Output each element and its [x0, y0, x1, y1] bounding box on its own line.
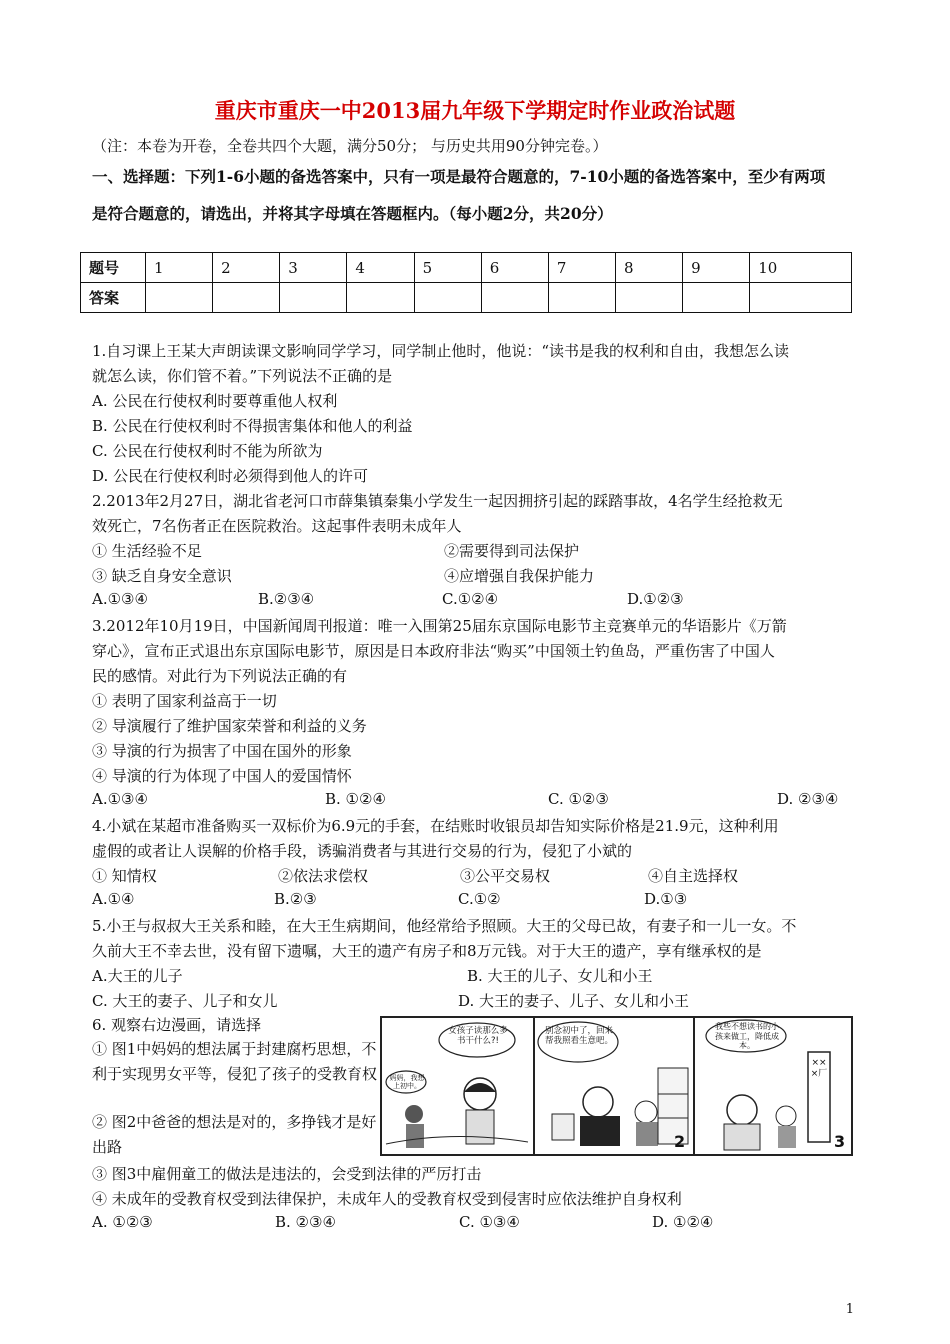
- q3-option-a: A.①③④: [92, 790, 148, 808]
- question-number-cell: 7: [548, 253, 615, 283]
- q2-option-c: C.①②④: [442, 590, 499, 608]
- answer-cell[interactable]: [683, 283, 750, 313]
- q4-statement-2: ②依法求偿权: [278, 867, 369, 885]
- q1-stem-line-1: 1.自习课上王某大声朗读课文影响同学学习，同学制止他时，他说：“读书是我的权利和自由，我想怎么读: [92, 342, 789, 360]
- answer-table-header-number: 题号: [81, 253, 146, 283]
- q4-statement-3: ③公平交易权: [460, 867, 551, 885]
- q4-option-b: B.②③: [274, 890, 317, 908]
- answer-cell[interactable]: [347, 283, 414, 313]
- q2-option-b: B.②③④: [258, 590, 315, 608]
- q3-statement-2: ② 导演履行了维护国家荣誉和利益的义务: [92, 717, 367, 735]
- q6-option-d: D. ①②④: [652, 1213, 714, 1231]
- q5-stem-line-1: 5.小王与叔叔大王关系和睦，在大王生病期间，他经常给予照顾。大王的父母已故，有妻子和一儿一女。不: [92, 917, 797, 935]
- question-number-cell: 9: [683, 253, 750, 283]
- q4-option-d: D.①③: [644, 890, 688, 908]
- question-number-cell: 6: [481, 253, 548, 283]
- q4-option-c: C.①②: [458, 890, 501, 908]
- q1-option-c: C. 公民在行使权利时不能为所欲为: [92, 442, 323, 460]
- exam-note: （注：本卷为开卷，全卷共四个大题，满分50分； 与历史共用90分钟完卷。）: [92, 137, 608, 155]
- q6-option-a: A. ①②③: [92, 1213, 153, 1231]
- cartoon-panel-1-girl-bubble: 妈妈，我想上初中。: [389, 1074, 425, 1090]
- answer-cell[interactable]: [146, 283, 213, 313]
- q5-option-b: B. 大王的儿子、女儿和小王: [467, 967, 653, 985]
- q5-option-c: C. 大王的妻子、儿子和女儿: [92, 992, 278, 1010]
- q6-option-b: B. ②③④: [275, 1213, 336, 1231]
- q6-stem: 6. 观察右边漫画，请选择: [92, 1016, 262, 1034]
- question-number-cell: 3: [280, 253, 347, 283]
- q2-statement-1: ① 生活经验不足: [92, 542, 202, 560]
- q3-option-c: C. ①②③: [548, 790, 609, 808]
- answer-cell[interactable]: [481, 283, 548, 313]
- answer-cell[interactable]: [750, 283, 852, 313]
- answer-table-answer-row: [81, 283, 852, 313]
- q2-stem-line-1: 2.2013年2月27日，湖北省老河口市薛集镇秦集小学发生一起因拥挤引起的踩踏事故，4名学生经抢救无: [92, 492, 783, 510]
- section-1-line-1: 一、选择题：下列1-6小题的备选答案中，只有一项是最符合题意的，7-10小题的备选答案中，至少有两项: [92, 167, 826, 186]
- q6-cartoon: [380, 1016, 853, 1156]
- section-1-instructions: [92, 158, 862, 232]
- cartoon-panel-2-number: 2: [674, 1132, 686, 1151]
- q3-option-b: B. ①②④: [325, 790, 386, 808]
- q4-stem-line-1: 4.小斌在某超市准备购买一双标价为6.9元的手套，在结账时收银员却告知实际价格是21.9元，这种利用: [92, 817, 779, 835]
- q1-option-d: D. 公民在行使权利时必须得到他人的许可: [92, 467, 369, 485]
- q2-stem-line-2: 效死亡，7名伤者正在医院救治。这起事件表明未成年人: [92, 517, 462, 535]
- page-number: 1: [845, 1302, 854, 1317]
- question-number-cell: 8: [615, 253, 682, 283]
- q4-statement-4: ④自主选择权: [648, 867, 739, 885]
- answer-cell[interactable]: [615, 283, 682, 313]
- question-number-cell: 10: [750, 253, 852, 283]
- section-1-line-2: 是符合题意的，请选出，并将其字母填在答题框内。（每小题2分，共20分）: [92, 204, 613, 223]
- q6-statement-3: ③ 图3中雇佣童工的做法是违法的，会受到法律的严厉打击: [92, 1165, 482, 1183]
- cartoon-panel-3-number: 3: [834, 1132, 846, 1151]
- answer-cell[interactable]: [414, 283, 481, 313]
- q6-option-c: C. ①③④: [459, 1213, 520, 1231]
- q1-option-a: A. 公民在行使权利时要尊重他人权利: [92, 392, 338, 410]
- answer-cell[interactable]: [280, 283, 347, 313]
- answer-cell[interactable]: [548, 283, 615, 313]
- q5-stem-line-2: 久前大王不幸去世，没有留下遗嘱，大王的遗产有房子和8万元钱。对于大王的遗产，享有继承权的是: [92, 942, 762, 960]
- q4-option-a: A.①④: [92, 890, 135, 908]
- question-number-cell: 4: [347, 253, 414, 283]
- answer-table-number-row: [81, 253, 852, 283]
- q5-option-d: D. 大王的妻子、儿子、女儿和小王: [458, 992, 690, 1010]
- q3-stem-line-3: 民的感情。对此行为下列说法正确的有: [92, 667, 348, 685]
- q4-stem-line-2: 虚假的或者让人误解的价格手段，诱骗消费者与其进行交易的行为，侵犯了小斌的: [92, 842, 633, 860]
- q6-statement-4: ④ 未成年的受教育权受到法律保护，未成年人的受教育权受到侵害时应依法维护自身权利: [92, 1190, 682, 1208]
- q3-statement-3: ③ 导演的行为损害了中国在国外的形象: [92, 742, 352, 760]
- q3-statement-1: ① 表明了国家利益高于一切: [92, 692, 277, 710]
- q2-option-a: A.①③④: [92, 590, 148, 608]
- q5-option-a: A.大王的儿子: [92, 967, 183, 985]
- question-number-cell: 2: [213, 253, 280, 283]
- q2-statement-4: ④应增强自我保护能力: [444, 567, 595, 585]
- cartoon-panel-1-mom-bubble: 女孩子读那么多书干什么?!: [448, 1026, 508, 1046]
- q2-option-d: D.①②③: [627, 590, 684, 608]
- cartoon-panel-3-factory-sign: ×××厂: [810, 1058, 828, 1079]
- answer-table-header-answer: 答案: [81, 283, 146, 313]
- q3-stem-line-2: 穿心》，宣布正式退出东京国际电影节，原因是日本政府非法“购买”中国领土钓鱼岛，严重伤害了中国人: [92, 642, 775, 660]
- page-title: 重庆市重庆一中2013届九年级下学期定时作业政治试题: [214, 98, 736, 123]
- q4-statement-1: ① 知情权: [92, 867, 157, 885]
- cartoon-panel-2-bubble: 别念初中了，回来帮我照看生意吧。: [544, 1026, 613, 1046]
- q3-statement-4: ④ 导演的行为体现了中国人的爱国情怀: [92, 767, 352, 785]
- q2-statement-3: ③ 缺乏自身安全意识: [92, 567, 232, 585]
- q1-option-b: B. 公民在行使权利时不得损害集体和他人的利益: [92, 417, 413, 435]
- question-number-cell: 1: [146, 253, 213, 283]
- q6-statement-2: ② 图2中爸爸的想法是对的，多挣钱才是好出路: [92, 1113, 377, 1156]
- question-number-cell: 5: [414, 253, 481, 283]
- q3-stem-line-1: 3.2012年10月19日，中国新闻周刊报道：唯一入围第25届东京国际电影节主竞赛单元的华语影片《万箭: [92, 617, 787, 635]
- q6-statement-1: ① 图1中妈妈的想法属于封建腐朽思想，不利于实现男女平等，侵犯了孩子的受教育权: [92, 1040, 378, 1083]
- cartoon-panel-3-bubble: 我些不想读书的小孩来做工，降低成本。: [715, 1022, 779, 1050]
- q3-option-d: D. ②③④: [777, 790, 839, 808]
- answer-table: [80, 252, 852, 313]
- q1-stem-line-2: 就怎么读，你们管不着。”下列说法不正确的是: [92, 367, 393, 385]
- q2-statement-2: ②需要得到司法保护: [444, 542, 580, 560]
- answer-cell[interactable]: [213, 283, 280, 313]
